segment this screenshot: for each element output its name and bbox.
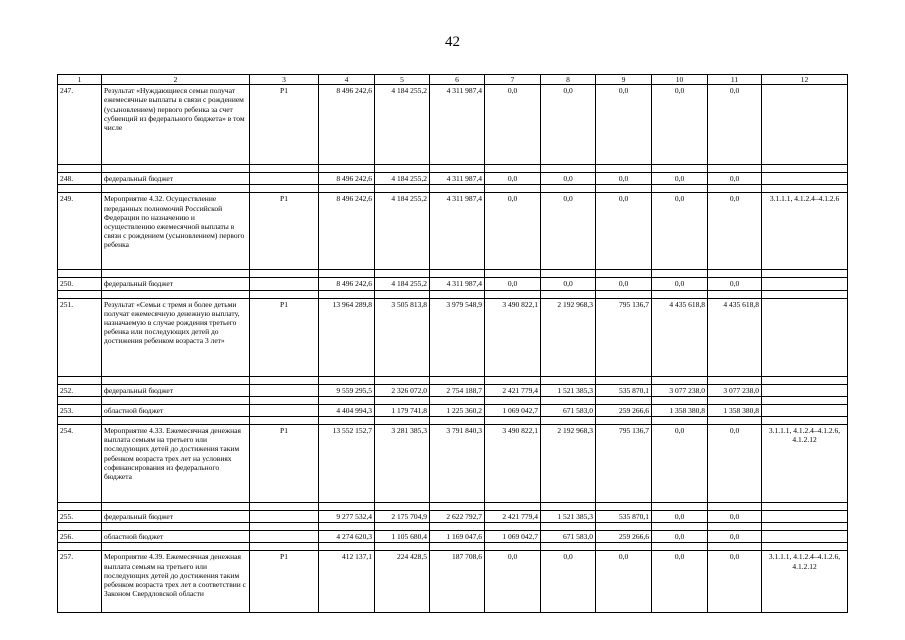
spacer-cell [102,165,250,173]
value-cell: 9 277 532,4 [319,511,375,523]
value-cell: 3 791 840,3 [430,425,485,503]
value-cell: 0,0 [485,278,541,290]
spacer-cell [58,165,102,173]
spacer-cell [250,543,319,551]
row-source [250,404,319,416]
value-cell: 3 077 238,0 [652,384,708,396]
value-cell: 3 077 238,0 [708,384,762,396]
spacer-cell [250,185,319,193]
value-cell: 3 281 385,3 [375,425,430,503]
value-cell: 8 496 242,6 [319,278,375,290]
spacer-cell [250,165,319,173]
value-cell: 2 421 779,4 [485,384,541,396]
value-cell: 0,0 [652,551,708,613]
value-cell: 671 583,0 [541,404,596,416]
spacer-cell [102,290,250,298]
header-cell: 6 [430,75,485,85]
value-cell: 0,0 [596,173,652,185]
value-cell: 2 326 072,0 [375,384,430,396]
row-number: 247. [58,85,102,165]
spacer-cell [652,543,708,551]
spacer-cell [485,376,541,384]
value-cell: 0,0 [541,551,596,613]
value-cell: 0,0 [708,193,762,270]
row-reference [762,278,848,290]
row-number: 256. [58,531,102,543]
spacer-cell [485,396,541,404]
value-cell: 0,0 [708,511,762,523]
table-row [58,278,848,290]
value-cell: 0,0 [708,551,762,613]
value-cell: 0,0 [541,193,596,270]
table-row [58,298,848,376]
spacer-cell [762,185,848,193]
row-number: 248. [58,173,102,185]
row-reference [762,173,848,185]
value-cell: 0,0 [652,85,708,165]
table-row [58,193,848,270]
value-cell: 187 708,6 [430,551,485,613]
value-cell: 0,0 [652,511,708,523]
row-name: Мероприятие 4.39. Ежемесячная денежная выплата семьям на третьего или последующих детей до достижения таким ребенком возраста трех лет в соответствии с Законом Свердловской области [102,551,250,613]
value-cell: 8 496 242,6 [319,173,375,185]
spacer-cell [250,417,319,425]
spacer-cell [652,290,708,298]
row-source [250,531,319,543]
spacer-cell [250,503,319,511]
spacer-cell [58,185,102,193]
spacer-cell [596,543,652,551]
spacer-cell [375,165,430,173]
spacer-cell [102,270,250,278]
row-spacer [58,185,848,193]
row-source [250,278,319,290]
value-cell: 1 069 042,7 [485,404,541,416]
value-cell: 0,0 [596,551,652,613]
header-cell: 2 [102,75,250,85]
value-cell: 535 870,1 [596,511,652,523]
value-cell: 1 358 380,8 [708,404,762,416]
spacer-cell [708,543,762,551]
spacer-cell [375,185,430,193]
spacer-cell [762,165,848,173]
value-cell: 8 496 242,6 [319,85,375,165]
row-spacer [58,523,848,531]
header-cell: 3 [250,75,319,85]
row-reference: 3.1.1.1, 4.1.2.4–4.1.2.6, 4.1.2.12 [762,551,848,613]
value-cell: 0,0 [485,193,541,270]
spacer-cell [375,503,430,511]
spacer-cell [102,503,250,511]
value-cell: 0,0 [485,173,541,185]
spacer-cell [541,185,596,193]
header-cell: 10 [652,75,708,85]
value-cell: 0,0 [708,278,762,290]
spacer-cell [319,165,375,173]
spacer-cell [319,185,375,193]
spacer-cell [762,376,848,384]
spacer-cell [762,503,848,511]
spacer-cell [58,396,102,404]
row-spacer [58,165,848,173]
value-cell: 0,0 [652,425,708,503]
spacer-cell [375,523,430,531]
row-source: Р1 [250,298,319,376]
spacer-cell [58,270,102,278]
value-cell: 0,0 [596,278,652,290]
table-row [58,531,848,543]
spacer-cell [485,543,541,551]
spacer-cell [485,417,541,425]
value-cell: 4 311 987,4 [430,173,485,185]
row-spacer [58,396,848,404]
value-cell: 0,0 [485,85,541,165]
row-number: 252. [58,384,102,396]
spacer-cell [102,376,250,384]
spacer-cell [596,165,652,173]
value-cell: 2 175 704,9 [375,511,430,523]
spacer-cell [762,270,848,278]
value-cell: 0,0 [652,278,708,290]
spacer-cell [541,503,596,511]
value-cell: 4 404 994,3 [319,404,375,416]
row-number: 257. [58,551,102,613]
row-spacer [58,290,848,298]
spacer-cell [708,396,762,404]
value-cell: 1 169 047,6 [430,531,485,543]
spacer-cell [430,523,485,531]
header-cell: 4 [319,75,375,85]
spacer-cell [485,270,541,278]
spacer-cell [485,503,541,511]
value-cell: 2 192 968,3 [541,298,596,376]
header-cell: 1 [58,75,102,85]
header-cell: 9 [596,75,652,85]
row-name: областной бюджет [102,404,250,416]
row-spacer [58,376,848,384]
value-cell: 4 184 255,2 [375,85,430,165]
row-reference: 3.1.1.1, 4.1.2.4–4.1.2.6, 4.1.2.12 [762,425,848,503]
row-source [250,384,319,396]
value-cell: 4 311 987,4 [430,278,485,290]
spacer-cell [250,523,319,531]
value-cell: 1 521 385,3 [541,511,596,523]
spacer-cell [58,417,102,425]
spacer-cell [708,523,762,531]
table-row [58,404,848,416]
spacer-cell [430,376,485,384]
spacer-cell [58,523,102,531]
spacer-cell [596,290,652,298]
spacer-cell [596,503,652,511]
value-cell: 0,0 [708,531,762,543]
row-reference [762,85,848,165]
value-cell: 4 184 255,2 [375,193,430,270]
row-spacer [58,503,848,511]
value-cell: 3 505 813,8 [375,298,430,376]
spacer-cell [250,270,319,278]
spacer-cell [250,290,319,298]
value-cell: 13 964 289,8 [319,298,375,376]
row-reference [762,531,848,543]
spacer-cell [430,543,485,551]
value-cell: 0,0 [485,551,541,613]
page-number: 42 [445,34,460,50]
value-cell: 9 559 295,5 [319,384,375,396]
spacer-cell [708,270,762,278]
header-cell: 7 [485,75,541,85]
spacer-cell [319,376,375,384]
value-cell: 4 311 987,4 [430,193,485,270]
row-name: Мероприятие 4.32. Осуществление переданных полномочий Российской Федерации по назначению и осуществлению ежемесячной выплаты в связи с рождением (усыновлением) первого ребенка [102,193,250,270]
spacer-cell [762,396,848,404]
spacer-cell [541,523,596,531]
spacer-cell [430,165,485,173]
spacer-cell [762,543,848,551]
value-cell: 1 358 380,8 [652,404,708,416]
spacer-cell [58,543,102,551]
row-spacer [58,270,848,278]
spacer-cell [430,290,485,298]
spacer-cell [58,503,102,511]
spacer-cell [708,376,762,384]
row-name: Мероприятие 4.33. Ежемесячная денежная выплата семьям на третьего или последующих детей до достижения таким ребенком возраста трех лет на условиях софинансирования из федерального бюджета [102,425,250,503]
spacer-cell [708,503,762,511]
spacer-cell [485,165,541,173]
row-number: 255. [58,511,102,523]
spacer-cell [652,270,708,278]
value-cell: 3 979 548,9 [430,298,485,376]
value-cell: 0,0 [708,425,762,503]
spacer-cell [652,165,708,173]
row-source: Р1 [250,551,319,613]
spacer-cell [430,396,485,404]
row-reference [762,404,848,416]
spacer-cell [652,185,708,193]
spacer-cell [762,290,848,298]
spacer-cell [375,396,430,404]
spacer-cell [485,290,541,298]
value-cell: 795 136,7 [596,298,652,376]
value-cell: 1 179 741,8 [375,404,430,416]
spacer-cell [541,417,596,425]
value-cell: 224 428,5 [375,551,430,613]
row-number: 254. [58,425,102,503]
value-cell: 2 192 968,3 [541,425,596,503]
value-cell: 3 490 822,1 [485,425,541,503]
value-cell: 795 136,7 [596,425,652,503]
value-cell: 8 496 242,6 [319,193,375,270]
spacer-cell [375,543,430,551]
spacer-cell [319,290,375,298]
spacer-cell [485,523,541,531]
spacer-cell [485,185,541,193]
row-name: федеральный бюджет [102,278,250,290]
spacer-cell [102,417,250,425]
row-name: Результат «Нуждающиеся семьи получат ежемесячные выплаты в связи с рождением (усыновлением) первого ребенка за счет субвенций из федерального бюджета» в том числе [102,85,250,165]
value-cell: 259 266,6 [596,404,652,416]
value-cell: 1 521 385,3 [541,384,596,396]
spacer-cell [596,185,652,193]
table-row [58,425,848,503]
value-cell: 4 274 620,3 [319,531,375,543]
value-cell: 1 225 360,2 [430,404,485,416]
spacer-cell [541,290,596,298]
spacer-cell [102,523,250,531]
table-row [58,384,848,396]
table-row [58,173,848,185]
row-source: Р1 [250,193,319,270]
spacer-cell [430,185,485,193]
value-cell: 2 421 779,4 [485,511,541,523]
row-spacer [58,543,848,551]
spacer-cell [596,523,652,531]
value-cell: 0,0 [541,173,596,185]
value-cell: 0,0 [652,173,708,185]
row-name: Результат «Семьи с тремя и более детьми получат ежемесячную денежную выплату, назначаемую в случае рождения третьего ребенка или последующих детей до достижения ребенком возраста 3 лет» [102,298,250,376]
header-cell: 12 [762,75,848,85]
value-cell: 412 137,1 [319,551,375,613]
row-source: Р1 [250,425,319,503]
row-name: федеральный бюджет [102,384,250,396]
value-cell: 259 266,6 [596,531,652,543]
spacer-cell [375,417,430,425]
spacer-cell [102,185,250,193]
spacer-cell [708,185,762,193]
spacer-cell [541,376,596,384]
spacer-cell [708,290,762,298]
value-cell: 1 069 042,7 [485,531,541,543]
spacer-cell [58,376,102,384]
value-cell: 0,0 [708,173,762,185]
row-name: федеральный бюджет [102,511,250,523]
value-cell: 2 754 188,7 [430,384,485,396]
value-cell: 2 622 792,7 [430,511,485,523]
row-reference [762,298,848,376]
row-source: Р1 [250,85,319,165]
spacer-cell [541,165,596,173]
spacer-cell [319,523,375,531]
spacer-cell [375,376,430,384]
row-number: 251. [58,298,102,376]
value-cell: 4 184 255,2 [375,278,430,290]
spacer-cell [652,503,708,511]
header-row [58,75,848,85]
spacer-cell [541,543,596,551]
spacer-cell [250,396,319,404]
spacer-cell [250,376,319,384]
spacer-cell [319,503,375,511]
spacer-cell [102,396,250,404]
spacer-cell [430,417,485,425]
value-cell: 3 490 822,1 [485,298,541,376]
value-cell: 0,0 [596,85,652,165]
spacer-cell [652,376,708,384]
spacer-cell [762,417,848,425]
spacer-cell [430,503,485,511]
table-row [58,85,848,165]
row-number: 253. [58,404,102,416]
spacer-cell [652,523,708,531]
spacer-cell [319,396,375,404]
spacer-cell [541,396,596,404]
row-reference: 3.1.1.1, 4.1.2.4–4.1.2.6 [762,193,848,270]
spacer-cell [319,543,375,551]
value-cell: 0,0 [541,85,596,165]
row-reference [762,384,848,396]
row-number: 250. [58,278,102,290]
value-cell: 0,0 [652,193,708,270]
spacer-cell [708,165,762,173]
table-row [58,511,848,523]
value-cell: 535 870,1 [596,384,652,396]
spacer-cell [319,270,375,278]
spacer-cell [596,417,652,425]
budget-table [57,74,848,613]
row-spacer [58,417,848,425]
row-name: федеральный бюджет [102,173,250,185]
spacer-cell [596,270,652,278]
row-number: 249. [58,193,102,270]
spacer-cell [319,417,375,425]
spacer-cell [430,270,485,278]
header-cell: 11 [708,75,762,85]
spacer-cell [652,417,708,425]
value-cell: 4 311 987,4 [430,85,485,165]
value-cell: 0,0 [541,278,596,290]
spacer-cell [596,376,652,384]
spacer-cell [541,270,596,278]
row-source [250,173,319,185]
row-reference [762,511,848,523]
table-row [58,551,848,613]
spacer-cell [375,270,430,278]
spacer-cell [375,290,430,298]
row-source [250,511,319,523]
value-cell: 4 184 255,2 [375,173,430,185]
value-cell: 4 435 618,8 [708,298,762,376]
spacer-cell [102,543,250,551]
header-cell: 8 [541,75,596,85]
value-cell: 1 105 680,4 [375,531,430,543]
spacer-cell [652,396,708,404]
value-cell: 13 552 152,7 [319,425,375,503]
value-cell: 0,0 [708,85,762,165]
header-cell: 5 [375,75,430,85]
value-cell: 671 583,0 [541,531,596,543]
value-cell: 0,0 [652,531,708,543]
spacer-cell [58,290,102,298]
spacer-cell [708,417,762,425]
value-cell: 0,0 [596,193,652,270]
spacer-cell [596,396,652,404]
row-name: областной бюджет [102,531,250,543]
value-cell: 4 435 618,8 [652,298,708,376]
spacer-cell [762,523,848,531]
